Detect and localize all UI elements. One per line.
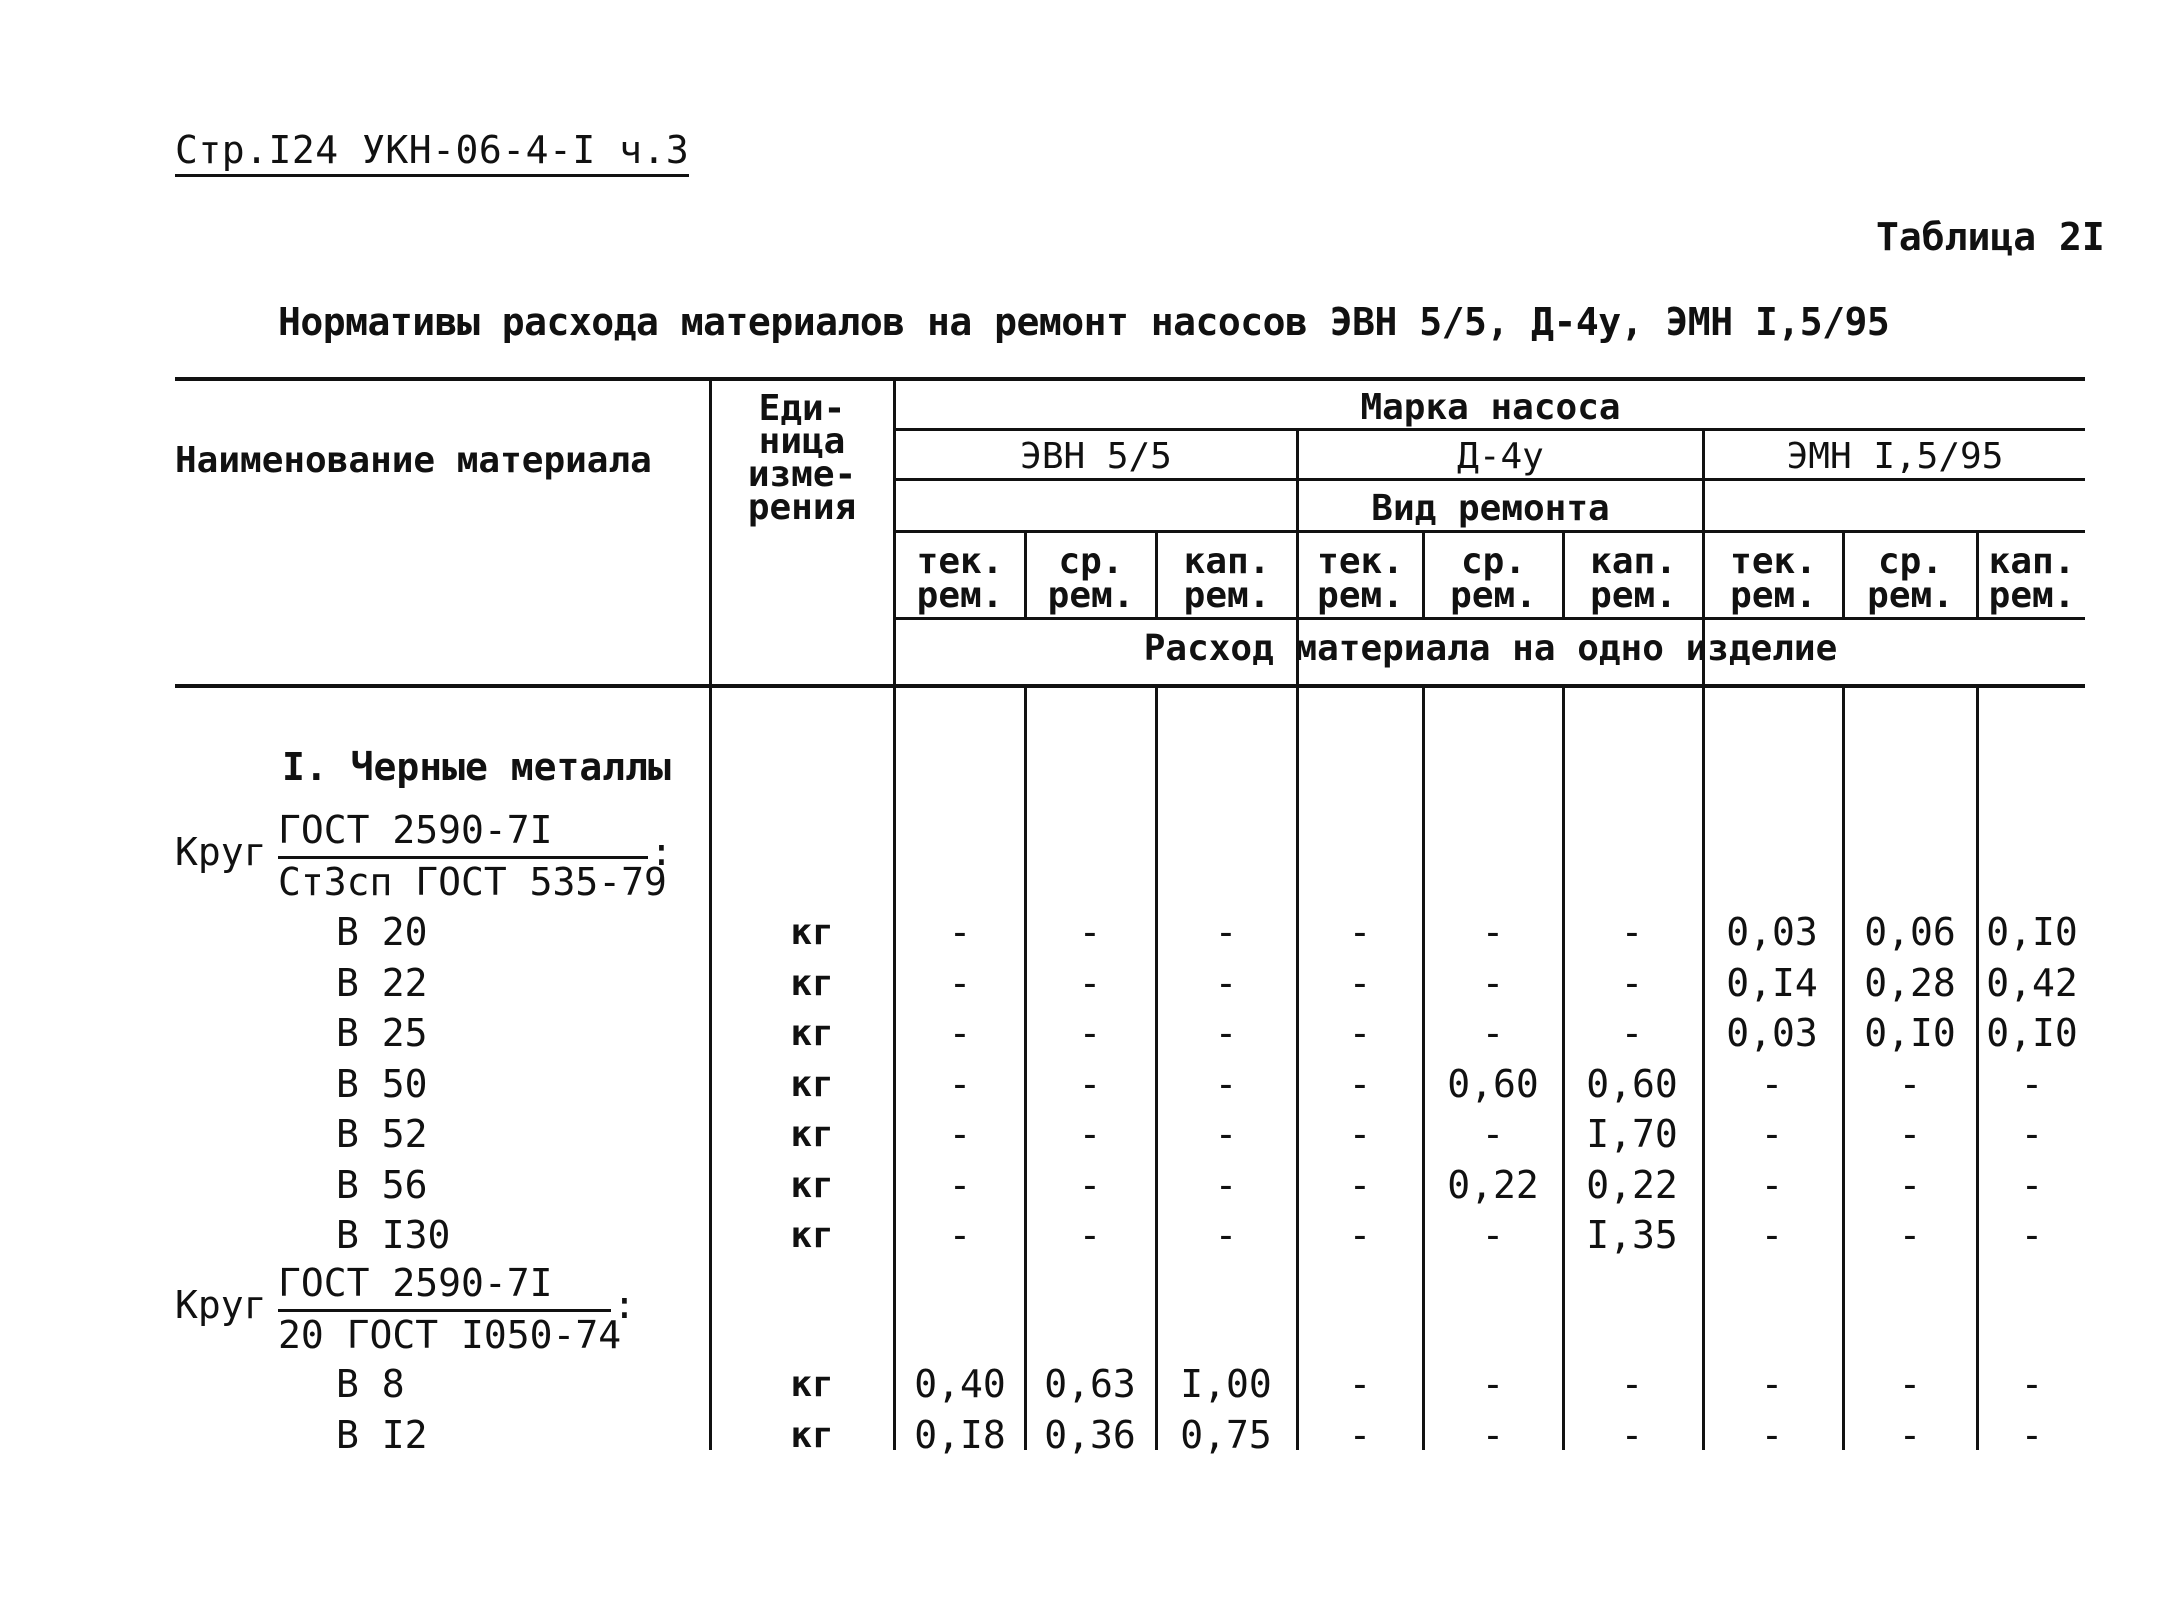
row-value-cell: - [1481, 1112, 1505, 1156]
row-material-name: В 52 [336, 1112, 428, 1156]
row-value-cell: - [948, 1112, 972, 1156]
row-value-cell: 0,I0 [1864, 1011, 1956, 1055]
row-value-cell: - [1214, 1112, 1238, 1156]
row-value-cell: - [2020, 1062, 2044, 1106]
row-value-cell: - [1760, 1362, 1784, 1406]
rule-below-repair-kinds [893, 617, 2085, 620]
section-title: I. Черные металлы [282, 745, 671, 789]
table-header-bottom-rule [175, 684, 2085, 688]
unit-header-line-3: изме- [747, 454, 857, 495]
row-value-cell: I,70 [1586, 1112, 1678, 1156]
row-value-cell: - [1620, 910, 1644, 954]
row-value-cell: - [2020, 1112, 2044, 1156]
group-2-numerator-text: ГОСТ 2590-7I [278, 1261, 611, 1312]
row-value-cell: 0,22 [1586, 1163, 1678, 1207]
vline-body-col-4-5 [1422, 684, 1425, 1450]
row-value-cell: - [1760, 1213, 1784, 1257]
repair-kind-2-line-1: ср. [1058, 541, 1124, 582]
repair-kind-5-line-1: ср. [1460, 541, 1527, 582]
repair-type-header: Вид ремонта [1371, 488, 1610, 529]
repair-kind-6 [1565, 541, 1702, 616]
row-value-cell: - [2020, 1413, 2044, 1457]
row-value-cell: 0,I0 [1986, 910, 2078, 954]
repair-kind-1-line-1: тек. [916, 541, 1004, 582]
row-value-cell: 0,42 [1986, 961, 2078, 1005]
row-value-cell: - [1481, 1213, 1505, 1257]
group-1-numerator-text: ГОСТ 2590-7I [278, 808, 648, 859]
row-value-cell: 0,40 [914, 1362, 1006, 1406]
group-1-prefix: Круг [175, 830, 267, 874]
row-unit: кг [790, 1064, 834, 1105]
row-value-cell: 0,22 [1447, 1163, 1539, 1207]
pump-evn-header: ЭВН 5/5 [1020, 436, 1172, 477]
repair-kind-6-line-2: рем. [1590, 575, 1677, 616]
row-value-cell: - [948, 961, 972, 1005]
repair-kind-3-line-2: рем. [1183, 575, 1271, 616]
row-value-cell: - [1760, 1163, 1784, 1207]
row-value-cell: 0,60 [1586, 1062, 1678, 1106]
row-value-cell: - [1481, 1011, 1505, 1055]
row-value-cell: - [1214, 1062, 1238, 1106]
repair-kind-4-line-1: тек. [1317, 541, 1404, 582]
row-value-cell: 0,06 [1864, 910, 1956, 954]
repair-kind-1-line-2: рем. [916, 575, 1004, 616]
repair-kind-4 [1299, 541, 1422, 616]
repair-kind-9-line-1: кап. [1988, 541, 2076, 582]
row-value-cell: - [1760, 1062, 1784, 1106]
group-2-prefix: Круг [175, 1283, 267, 1327]
row-value-cell: - [1481, 1362, 1505, 1406]
row-value-cell: - [1348, 961, 1372, 1005]
row-value-cell: - [1078, 1213, 1102, 1257]
row-value-cell: - [1620, 1413, 1644, 1457]
row-material-name: В I30 [336, 1213, 451, 1257]
row-value-cell: I,00 [1180, 1362, 1272, 1406]
row-value-cell: - [948, 1213, 972, 1257]
repair-kind-1 [896, 541, 1024, 616]
row-unit: кг [790, 1165, 834, 1206]
group-2-denominator: 20 ГОСТ I050-74 [278, 1313, 622, 1357]
row-value-cell: - [1348, 1163, 1372, 1207]
row-value-cell: - [1078, 961, 1102, 1005]
row-unit: кг [790, 1114, 834, 1155]
row-value-cell: - [1620, 961, 1644, 1005]
row-value-cell: 0,63 [1044, 1362, 1136, 1406]
vline-name-unit [709, 377, 712, 1450]
row-value-cell: - [1760, 1112, 1784, 1156]
pump-d4u-header: Д-4у [1457, 436, 1544, 477]
row-value-cell: - [1214, 1163, 1238, 1207]
row-value-cell: - [1214, 910, 1238, 954]
vline-unit-values [893, 377, 896, 1450]
row-value-cell: - [1078, 1112, 1102, 1156]
row-value-cell: - [1898, 1112, 1922, 1156]
rule-below-pump-brand [893, 428, 2085, 431]
row-value-cell: - [1898, 1062, 1922, 1106]
unit-header-line-4: рения [747, 487, 857, 528]
row-value-cell: - [1348, 910, 1372, 954]
vline-body-col-1-2 [1024, 684, 1027, 1450]
row-value-cell: - [948, 1011, 972, 1055]
repair-kind-6-line-1: кап. [1590, 541, 1677, 582]
row-unit: кг [790, 963, 834, 1004]
repair-kind-9 [1979, 541, 2085, 616]
group-1-numerator [278, 808, 648, 859]
row-value-cell: - [1760, 1413, 1784, 1457]
row-value-cell: - [1898, 1213, 1922, 1257]
group-1-denominator: Ст3сп ГОСТ 535-79 [278, 860, 667, 904]
row-value-cell: 0,I8 [914, 1413, 1006, 1457]
unit-header-line-1: Еди- [758, 388, 846, 429]
row-value-cell: - [1348, 1213, 1372, 1257]
repair-kind-3-line-1: кап. [1183, 541, 1271, 582]
row-value-cell: - [1214, 1213, 1238, 1257]
row-value-cell: - [1078, 1011, 1102, 1055]
vline-body-col-2-3 [1155, 684, 1158, 1450]
repair-kind-3 [1158, 541, 1296, 616]
row-value-cell: I,35 [1586, 1213, 1678, 1257]
group-1-colon: : [650, 830, 673, 874]
pump-brand-header: Марка насоса [1360, 387, 1621, 428]
row-value-cell: - [1620, 1011, 1644, 1055]
row-unit: кг [790, 912, 834, 953]
row-value-cell: 0,60 [1447, 1062, 1539, 1106]
row-value-cell: - [1348, 1413, 1372, 1457]
row-material-name: В 8 [336, 1362, 405, 1406]
repair-kind-5 [1425, 541, 1562, 616]
repair-kind-4-line-2: рем. [1317, 575, 1404, 616]
row-material-name: В 22 [336, 961, 428, 1005]
row-value-cell: - [1620, 1362, 1644, 1406]
repair-kind-8-line-2: рем. [1867, 575, 1954, 616]
row-value-cell: - [1898, 1163, 1922, 1207]
pump-emn-header: ЭМН I,5/95 [1786, 436, 2004, 477]
row-value-cell: - [1348, 1362, 1372, 1406]
repair-kind-5-line-2: рем. [1450, 575, 1537, 616]
repair-kind-7 [1705, 541, 1842, 616]
table-title: Нормативы расхода материалов на ремонт насосов ЭВН 5/5, Д-4у, ЭМН I,5/95 [278, 300, 1890, 344]
row-value-cell: - [1898, 1362, 1922, 1406]
row-unit: кг [790, 1364, 834, 1405]
row-value-cell: 0,I4 [1726, 961, 1818, 1005]
row-value-cell: 0,I0 [1986, 1011, 2078, 1055]
row-value-cell: - [1214, 961, 1238, 1005]
material-name-header: Наименование материала [175, 440, 652, 481]
repair-kind-7-line-2: рем. [1730, 575, 1817, 616]
row-value-cell: - [1481, 961, 1505, 1005]
group-2-numerator [278, 1261, 611, 1312]
repair-kind-7-line-1: тек. [1730, 541, 1817, 582]
repair-kind-8-line-1: ср. [1877, 541, 1944, 582]
row-value-cell: 0,28 [1864, 961, 1956, 1005]
row-unit: кг [790, 1215, 834, 1256]
row-unit: кг [790, 1013, 834, 1054]
row-value-cell: 0,36 [1044, 1413, 1136, 1457]
row-unit: кг [790, 1415, 834, 1456]
row-value-cell: - [1898, 1413, 1922, 1457]
row-value-cell: - [2020, 1163, 2044, 1207]
vline-body-col-5-6 [1562, 684, 1565, 1450]
row-value-cell: - [2020, 1362, 2044, 1406]
row-value-cell: 0,03 [1726, 1011, 1818, 1055]
table-number: Таблица 2I [1876, 215, 2105, 259]
repair-kind-2 [1027, 541, 1155, 616]
row-value-cell: - [948, 910, 972, 954]
rule-below-pump-names [893, 478, 2085, 481]
row-value-cell: - [948, 1163, 972, 1207]
unit-header [712, 388, 892, 528]
row-value-cell: - [2020, 1213, 2044, 1257]
table-top-rule [175, 377, 2085, 381]
consumption-header: Расход материала на одно изделие [1143, 628, 1838, 669]
row-value-cell: - [1348, 1112, 1372, 1156]
row-value-cell: - [948, 1062, 972, 1106]
rule-below-repair-type [893, 530, 2085, 533]
row-material-name: В I2 [336, 1413, 428, 1457]
row-value-cell: - [1348, 1011, 1372, 1055]
row-material-name: В 56 [336, 1163, 428, 1207]
row-material-name: В 20 [336, 910, 428, 954]
repair-kind-9-line-2: рем. [1988, 575, 2076, 616]
unit-header-line-2: ница [758, 421, 846, 462]
row-value-cell: - [1078, 1163, 1102, 1207]
row-material-name: В 50 [336, 1062, 428, 1106]
row-value-cell: 0,75 [1180, 1413, 1272, 1457]
page-reference: Стр.I24 УКН-06-4-I ч.3 [175, 128, 689, 177]
row-value-cell: - [1214, 1011, 1238, 1055]
row-value-cell: 0,03 [1726, 910, 1818, 954]
repair-kind-8 [1845, 541, 1976, 616]
row-value-cell: - [1078, 1062, 1102, 1106]
group-2-colon: : [613, 1283, 636, 1327]
row-value-cell: - [1481, 910, 1505, 954]
repair-kind-2-line-2: рем. [1047, 575, 1135, 616]
row-value-cell: - [1078, 910, 1102, 954]
vline-body-col-7-8 [1842, 684, 1845, 1450]
row-value-cell: - [1481, 1413, 1505, 1457]
row-material-name: В 25 [336, 1011, 428, 1055]
row-value-cell: - [1348, 1062, 1372, 1106]
